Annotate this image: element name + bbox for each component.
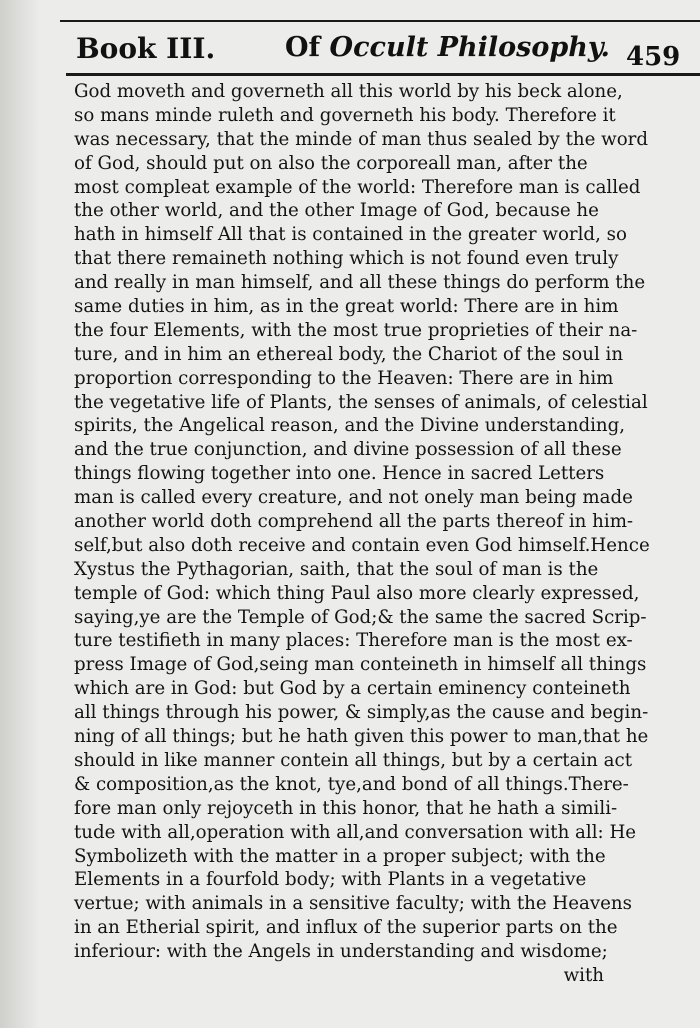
text-line: the vegetative life of Plants, the senses of animals, of celestial [74,391,648,413]
text-line: same duties in him, as in the great world: There are in him [74,296,619,318]
text-line: in an Etherial spirit, and influx of the superior parts on the [74,917,618,939]
page-edge-shadow [0,0,40,1028]
page-number: 459 [626,42,681,72]
text-line: self,but also doth receive and contain even God himself.Hence [74,534,650,556]
text-line: tude with all,operation with all,and conversation with all: He [74,821,637,843]
header-rule [66,73,700,76]
text-line: spirits, the Angelical reason, and the Divine understanding, [74,415,626,437]
text-line: things flowing together into one. Hence in sacred Letters [74,463,605,485]
text-line: Elements in a fourfold body; with Plants in a vegetative [74,869,587,891]
running-header [70,24,700,74]
text-line: man is called every creature, and not onely man being made [74,487,633,509]
text-line: press Image of God,seing man conteineth in himself all things [74,654,647,676]
text-line: ture testifieth in many places: Therefore man is the most ex- [74,630,633,652]
text-line: proportion corresponding to the Heaven: There are in him [74,367,614,389]
text-line: of God, should put on also the corporeall man, after the [74,152,588,174]
text-line: & composition,as the knot, tye,and bond of all things.There- [74,773,629,795]
text-line: most compleat example of the world: Therefore man is called [74,176,641,198]
text-line: Symbolizeth with the matter in a proper subject; with the [74,845,606,867]
text-line: was necessary, that the minde of man thus sealed by the word [74,128,649,150]
title-prefix: Of [285,32,321,63]
text-line: Xystus the Pythagorian, saith, that the soul of man is the [74,558,599,580]
text-line: and the true conjunction, and divine possession of all these [74,439,622,461]
body-text [74,80,694,988]
top-rule [60,20,700,22]
catchword: with [563,964,604,986]
text-line: God moveth and governeth all this world by his beck alone, [74,81,623,102]
text-line: vertue; with animals in a sensitive faculty; with the Heavens [74,893,632,915]
text-line: should in like manner contein all things, but by a certain act [74,749,633,771]
text-line: which are in God: but God by a certain eminency conteineth [74,678,631,700]
text-line: ning of all things; but he hath given this power to man,that he [74,726,649,748]
text-line: inferiour: with the Angels in understanding and wisdome; [74,941,608,963]
text-line: hath in himself All that is contained in the greater world, so [74,224,627,246]
text-line: another world doth comprehend all the parts thereof in him- [74,511,634,533]
text-line: all things through his power, & simply,as the cause and begin- [74,702,649,724]
book-label: Book III. [76,32,216,65]
title-italic: Occult Philosophy. [329,32,610,63]
text-line: and really in man himself, and all these things do perform the [74,272,646,294]
text-line: fore man only rejoyceth in this honor, that he hath a simili- [74,797,618,819]
text-line: so mans minde ruleth and governeth his body. Therefore it [74,104,616,126]
text-line: ture, and in him an ethereal body, the Chariot of the soul in [74,343,624,365]
text-line: the other world, and the other Image of God, because he [74,200,599,222]
text-line: that there remaineth nothing which is not found even truly [74,248,619,270]
text-line: temple of God: which thing Paul also more clearly expressed, [74,582,640,604]
text-line: the four Elements, with the most true proprieties of their na- [74,319,638,341]
running-title [285,32,610,63]
text-line: saying,ye are the Temple of God;& the same the sacred Scrip- [74,606,647,628]
